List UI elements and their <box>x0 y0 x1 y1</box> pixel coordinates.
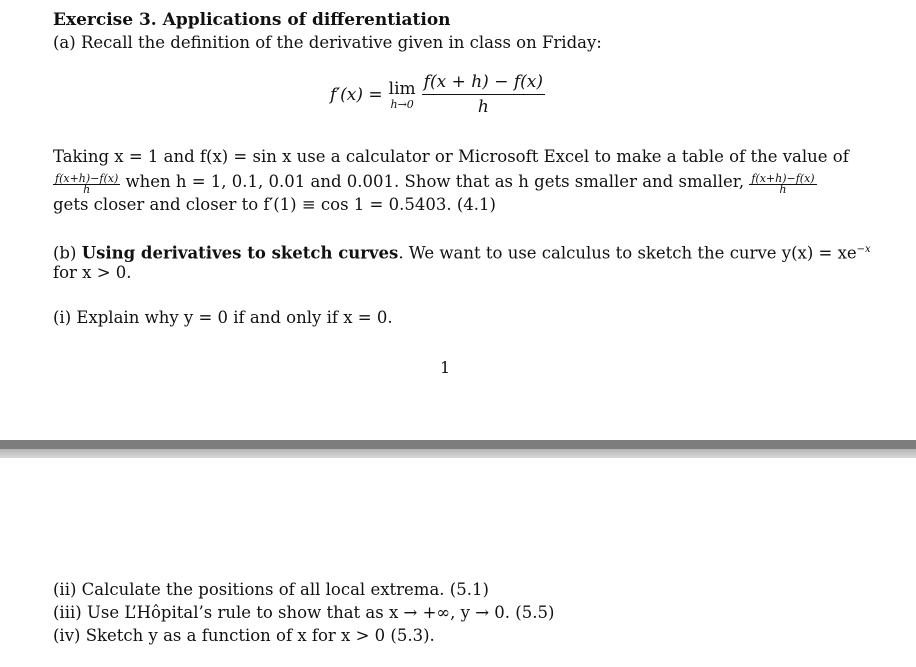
part-a-line-2-text: when h = 1, 0.1, 0.01 and 0.001. Show that as h gets smaller and smaller, <box>125 172 745 191</box>
part-a-line-1: Taking x = 1 and f(x) = sin x use a calculator or Microsoft Excel to make a table of the value of <box>53 147 849 166</box>
lim-text: lim <box>388 78 416 99</box>
part-b-prefix: (b) <box>53 243 82 263</box>
part-b-text: . We want to use calculus to sketch the curve y(x) = xe <box>398 243 857 263</box>
small-quotient-2-den: h <box>749 184 816 195</box>
formula-numerator: f(x + h) − f(x) <box>423 72 543 92</box>
item-ii: (ii) Calculate the positions of all local extrema. (5.1) <box>53 580 489 599</box>
limit-operator <box>389 79 416 111</box>
page-separator <box>0 440 916 458</box>
part-a-line-2 <box>53 172 817 195</box>
formula-lhs: f′(x) = <box>330 84 383 105</box>
part-b-heading: Using derivatives to sketch curves <box>81 243 399 263</box>
page-2 <box>0 458 916 667</box>
lim-subscript: h→0 <box>390 97 414 111</box>
part-b-line-2: for x > 0. <box>53 263 132 282</box>
difference-quotient <box>422 70 545 119</box>
formula-denominator: h <box>422 94 545 119</box>
part-a-intro: (a) Recall the definition of the derivative given in class on Friday: <box>53 33 602 52</box>
exercise-title: Exercise 3. Applications of differentiation <box>53 10 451 30</box>
item-iv: (iv) Sketch y as a function of x for x > 0 (5.3). <box>53 626 435 645</box>
part-b-line-1 <box>53 240 871 264</box>
part-b-exponent: −x <box>856 244 871 255</box>
small-quotient-2 <box>749 173 816 195</box>
item-i: (i) Explain why y = 0 if and only if x = 0. <box>53 308 393 327</box>
small-quotient-1-den: h <box>53 184 120 195</box>
derivative-definition <box>330 70 545 119</box>
small-quotient-1 <box>53 173 120 195</box>
part-a-line-3: gets closer and closer to f′(1) ≡ cos 1 = 0.5403. (4.1) <box>53 195 496 214</box>
small-quotient-2-num: f(x+h)−f(x) <box>751 172 815 185</box>
small-quotient-1-num: f(x+h)−f(x) <box>55 172 119 185</box>
item-iii: (iii) Use L’Hôpital’s rule to show that as x → +∞, y → 0. (5.5) <box>53 603 555 622</box>
page-number: 1 <box>440 358 451 377</box>
